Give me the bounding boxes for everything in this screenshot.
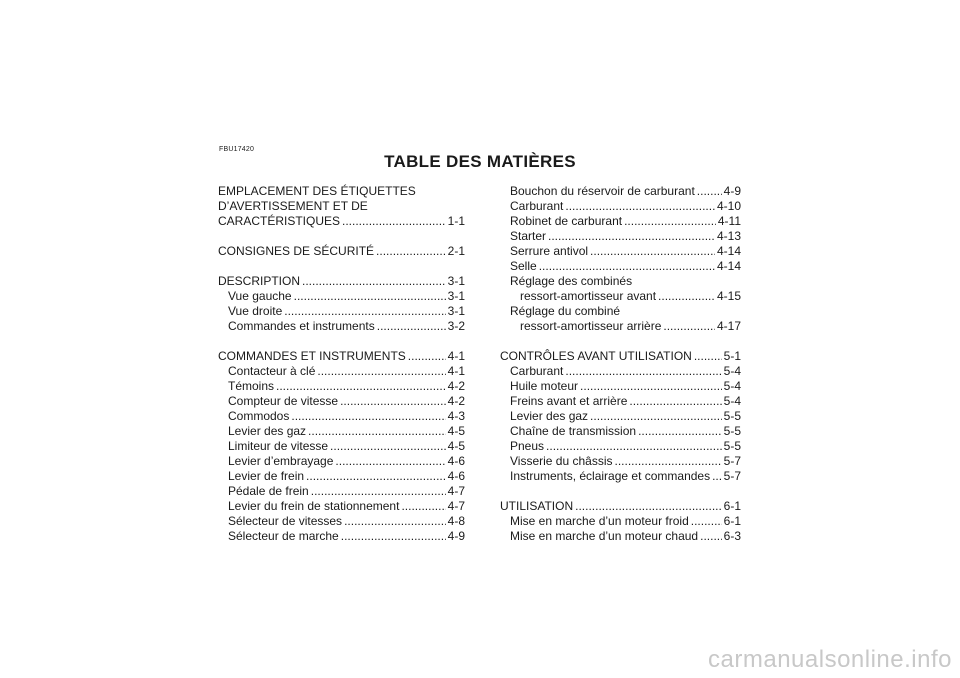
toc-entry[interactable] — [218, 349, 465, 364]
toc-page-number: 4-2 — [447, 379, 465, 393]
toc-entry-label: Commodos — [228, 409, 290, 423]
dot-leader — [700, 529, 722, 544]
toc-entry-label: Serrure antivol — [510, 244, 589, 258]
toc-entry-label: Instruments, éclairage et commandes — [510, 469, 711, 483]
toc-subentry[interactable] — [218, 319, 465, 334]
toc-page-number: 4-10 — [716, 199, 741, 213]
toc-entry-label: Levier des gaz — [510, 409, 589, 423]
dot-leader — [311, 484, 446, 499]
toc-entry[interactable] — [500, 349, 741, 364]
toc-page-number: 4-9 — [723, 184, 741, 198]
toc-entry-label: Visserie du châssis — [510, 454, 613, 468]
toc-entry-label: Limiteur de vitesse — [228, 439, 329, 453]
dot-leader — [340, 394, 446, 409]
toc-entry-label: Robinet de carburant — [510, 214, 623, 228]
toc-subentry[interactable] — [500, 214, 741, 229]
toc-subentry[interactable] — [218, 469, 465, 484]
dot-leader — [291, 409, 445, 424]
toc-entry-label: Mise en marche d’un moteur chaud — [510, 529, 699, 543]
dot-leader — [308, 424, 446, 439]
toc-subentry[interactable] — [218, 409, 465, 424]
toc-page-number: 4-5 — [447, 439, 465, 453]
toc-subentry[interactable] — [218, 514, 465, 529]
toc-entry-label: Chaîne de transmission — [510, 424, 637, 438]
dot-leader — [344, 514, 446, 529]
toc-entry-label: Pneus — [510, 439, 545, 453]
dot-leader — [341, 529, 446, 544]
toc-entry-label-line: Réglage des combinés — [510, 274, 633, 288]
toc-entry-label: Carburant — [510, 199, 564, 213]
toc-entry-label: CONTRÔLES AVANT UTILISATION — [500, 349, 692, 363]
toc-page-number: 4-8 — [447, 514, 465, 528]
toc-entry-label: Huile moteur — [510, 379, 579, 393]
toc-entry-label-line: EMPLACEMENT DES ÉTIQUETTES — [218, 184, 416, 198]
dot-leader — [342, 214, 446, 229]
toc-subentry[interactable] — [500, 439, 741, 454]
toc-subentry[interactable] — [500, 454, 741, 469]
toc-subentry[interactable] — [500, 244, 741, 259]
toc-page-number: 5-4 — [723, 379, 741, 393]
toc-page-number: 4-2 — [447, 394, 465, 408]
toc-subentry[interactable] — [500, 259, 741, 274]
toc-page-number: 6-3 — [723, 529, 741, 543]
toc-page-number: 4-1 — [447, 364, 465, 378]
toc-subentry[interactable] — [500, 529, 741, 544]
toc-page-number: 3-1 — [447, 304, 465, 318]
toc-subentry[interactable] — [500, 289, 741, 304]
toc-page-number: 4-5 — [447, 424, 465, 438]
toc-page-number: 6-1 — [723, 514, 741, 528]
toc-entry-label: Vue gauche — [228, 289, 292, 303]
toc-page-number: 3-1 — [447, 289, 465, 303]
dot-leader — [694, 349, 722, 364]
toc-entry-label: Selle — [510, 259, 537, 273]
toc-subentry[interactable] — [500, 364, 741, 379]
toc-page-number: 3-2 — [447, 319, 465, 333]
toc-subentry[interactable] — [500, 514, 741, 529]
dot-leader — [548, 229, 715, 244]
toc-entry-label: Mise en marche d’un moteur froid — [510, 514, 689, 528]
toc-subentry[interactable] — [218, 304, 465, 319]
toc-entry-label: COMMANDES ET INSTRUMENTS — [218, 349, 406, 363]
toc-page-number: 4-11 — [717, 214, 741, 228]
toc-right-column — [500, 184, 741, 544]
toc-entry-label: Compteur de vitesse — [228, 394, 339, 408]
toc-entry-label: Sélecteur de vitesses — [228, 514, 343, 528]
toc-page-number: 5-4 — [723, 394, 741, 408]
toc-entry-label: Carburant — [510, 364, 564, 378]
toc-entry-label-line: Réglage du combiné — [510, 304, 621, 318]
toc-entry-label: ressort-amortisseur arrière — [520, 319, 662, 333]
toc-entry-label: Levier du frein de stationnement — [228, 499, 400, 513]
toc-subentry[interactable] — [218, 394, 465, 409]
toc-page-number: 1-1 — [447, 214, 465, 228]
toc-subentry[interactable] — [218, 289, 465, 304]
dot-leader — [658, 289, 715, 304]
toc-subentry[interactable] — [218, 379, 465, 394]
dot-leader — [638, 424, 722, 439]
dot-leader — [306, 469, 446, 484]
toc-entry[interactable] — [218, 274, 465, 289]
toc-entry-label: Levier de frein — [228, 469, 305, 483]
dot-leader — [629, 394, 721, 409]
toc-page-number: 3-1 — [447, 274, 465, 288]
toc-entry-label: Freins avant et arrière — [510, 394, 628, 408]
document-code: FBU17420 — [219, 146, 255, 153]
toc-page-number: 4-14 — [716, 259, 741, 273]
dot-leader — [276, 379, 446, 394]
dot-leader — [294, 289, 446, 304]
toc-entry-label: DESCRIPTION — [218, 274, 301, 288]
toc-entry-label-line: D’AVERTISSEMENT ET DE — [218, 199, 368, 213]
toc-page-number: 6-1 — [723, 499, 741, 513]
dot-leader — [377, 319, 446, 334]
toc-entry-label: Contacteur à clé — [228, 364, 316, 378]
dot-leader — [624, 214, 716, 229]
toc-subentry[interactable] — [218, 454, 465, 469]
toc-subentry[interactable] — [218, 484, 465, 499]
dot-leader — [539, 259, 715, 274]
dot-leader — [401, 499, 445, 514]
toc-entry-label: CARACTÉRISTIQUES — [218, 214, 341, 228]
dot-leader — [615, 454, 722, 469]
toc-left-column — [218, 184, 465, 544]
toc-page-number: 4-7 — [447, 484, 465, 498]
dot-leader — [697, 184, 722, 199]
toc-entry-label: Levier des gaz — [228, 424, 307, 438]
toc-page-number: 4-1 — [447, 349, 465, 363]
toc-page-number: 4-13 — [716, 229, 741, 243]
toc-entry-label: Témoins — [228, 379, 275, 393]
toc-page-number: 5-4 — [723, 364, 741, 378]
watermark-text: carmanualsonline.info — [708, 646, 952, 673]
toc-page-number: 4-7 — [447, 499, 465, 513]
toc-subentry[interactable] — [500, 424, 741, 439]
toc-page-number: 4-14 — [716, 244, 741, 258]
toc-page-number: 5-5 — [723, 409, 741, 423]
page-title: TABLE DES MATIÈRES — [384, 152, 576, 171]
toc-entry[interactable] — [218, 244, 465, 259]
dot-leader — [302, 274, 446, 289]
dot-leader — [575, 499, 722, 514]
dot-leader — [284, 304, 445, 319]
toc-subentry[interactable] — [500, 409, 741, 424]
dot-leader — [317, 364, 445, 379]
dot-leader — [565, 364, 721, 379]
toc-entry[interactable] — [500, 499, 741, 514]
toc-page-number: 4-17 — [716, 319, 741, 333]
dot-leader — [376, 244, 446, 259]
toc-subentry[interactable] — [500, 379, 741, 394]
toc-entry-label: UTILISATION — [500, 499, 574, 513]
toc-entry-label: Commandes et instruments — [228, 319, 375, 333]
toc-page-number: 5-5 — [723, 439, 741, 453]
toc-page-number: 2-1 — [447, 244, 465, 258]
toc-page-number: 5-7 — [723, 469, 741, 483]
dot-leader — [590, 409, 722, 424]
toc-subentry[interactable] — [218, 499, 465, 514]
dot-leader — [546, 439, 722, 454]
toc-subentry[interactable] — [500, 199, 741, 214]
toc-subentry[interactable] — [500, 394, 741, 409]
toc-subentry[interactable] — [218, 424, 465, 439]
toc-page-number: 4-9 — [447, 529, 465, 543]
dot-leader — [330, 439, 446, 454]
toc-page-number: 4-6 — [447, 469, 465, 483]
toc-page-number: 5-5 — [723, 424, 741, 438]
toc-subentry[interactable] — [500, 184, 741, 199]
dot-leader — [663, 319, 715, 334]
toc-page-number: 5-1 — [723, 349, 741, 363]
toc-entry-label: Bouchon du réservoir de carburant — [510, 184, 695, 198]
dot-leader — [590, 244, 715, 259]
toc-entry-label: Vue droite — [228, 304, 283, 318]
dot-leader — [335, 454, 445, 469]
toc-entry-label: Starter — [510, 229, 547, 243]
toc-entry-label: ressort-amortisseur avant — [520, 289, 657, 303]
toc-subentry[interactable] — [500, 319, 741, 334]
toc-entry-label: Levier d’embrayage — [228, 454, 334, 468]
toc-entry-label: Sélecteur de marche — [228, 529, 339, 543]
toc-subentry[interactable] — [500, 469, 741, 484]
toc-page-number: 5-7 — [723, 454, 741, 468]
dot-leader — [691, 514, 722, 529]
dot-leader — [580, 379, 722, 394]
dot-leader — [408, 349, 446, 364]
toc-page-number: 4-3 — [447, 409, 465, 423]
toc-subentry[interactable] — [218, 364, 465, 379]
toc-subentry[interactable] — [218, 439, 465, 454]
toc-page-number: 4-6 — [447, 454, 465, 468]
toc-entry-label: CONSIGNES DE SÉCURITÉ — [218, 244, 375, 258]
dot-leader — [712, 469, 722, 484]
toc-entry[interactable] — [218, 214, 465, 229]
toc-subentry[interactable] — [500, 229, 741, 244]
dot-leader — [565, 199, 715, 214]
toc-entry-label: Pédale de frein — [228, 484, 309, 498]
toc-page-number: 4-15 — [716, 289, 741, 303]
toc-subentry[interactable] — [218, 529, 465, 544]
